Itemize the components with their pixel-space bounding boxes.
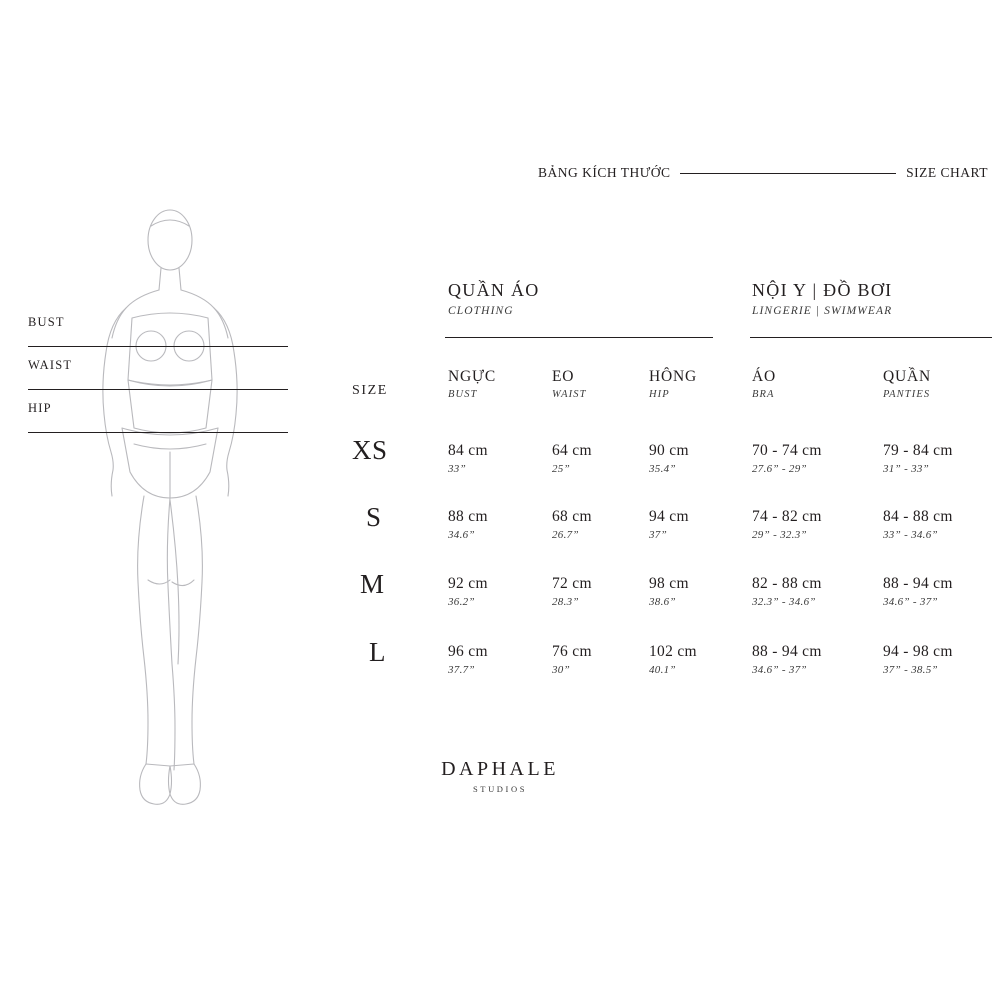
- brand-name: DAPHALE: [441, 758, 559, 780]
- header-title-vi: BẢNG KÍCH THƯỚC: [538, 165, 671, 180]
- group-heading-lingerie: [752, 280, 892, 317]
- cell-xs-panties-cm: 79 - 84 cm: [883, 442, 953, 459]
- cell-s-bra: [752, 508, 822, 541]
- measure-label-hip: HIP: [28, 401, 52, 415]
- cell-l-waist-in: 30”: [552, 664, 571, 676]
- cell-l-bra-cm: 88 - 94 cm: [752, 643, 822, 660]
- cell-l-bra-in: 34.6” - 37”: [752, 664, 807, 676]
- cell-l-bust: [448, 643, 488, 676]
- column-heading-bra-en: BRA: [752, 389, 775, 400]
- measure-line-waist: [28, 389, 288, 390]
- mannequin-figure: [20, 200, 320, 820]
- cell-xs-bust-cm: 84 cm: [448, 442, 488, 459]
- cell-s-bust-in: 34.6”: [448, 529, 475, 541]
- group-rule-lingerie: [750, 337, 992, 338]
- group-heading-clothing: [448, 280, 540, 317]
- column-heading-waist: [552, 368, 587, 400]
- cell-m-waist-in: 28.3”: [552, 596, 579, 608]
- cell-s-hip: [649, 508, 689, 541]
- row-size-xs: XS: [352, 435, 388, 465]
- cell-s-hip-cm: 94 cm: [649, 508, 689, 525]
- cell-l-panties-in: 37” - 38.5”: [883, 664, 938, 676]
- cell-l-panties: [883, 643, 953, 676]
- brand-logo: [0, 758, 1000, 794]
- group-rule-clothing: [445, 337, 713, 338]
- column-heading-hip-en: HIP: [649, 389, 670, 400]
- cell-xs-bra-in: 27.6” - 29”: [752, 463, 807, 475]
- group-heading-lingerie-en: LINGERIE | SWIMWEAR: [752, 305, 893, 317]
- column-heading-panties-en: PANTIES: [883, 389, 931, 400]
- cell-s-panties-in: 33” - 34.6”: [883, 529, 938, 541]
- cell-s-hip-in: 37”: [649, 529, 668, 541]
- header-title-en: SIZE CHART: [906, 165, 988, 180]
- column-heading-bra-vi: ÁO: [752, 368, 776, 385]
- cell-l-bra: [752, 643, 822, 676]
- column-heading-panties: [883, 368, 931, 400]
- cell-m-bust-cm: 92 cm: [448, 575, 488, 592]
- chart-header: [538, 165, 988, 181]
- measure-label-bust: BUST: [28, 315, 65, 329]
- cell-m-waist-cm: 72 cm: [552, 575, 592, 592]
- cell-l-waist-cm: 76 cm: [552, 643, 592, 660]
- cell-xs-panties-in: 31” - 33”: [883, 463, 930, 475]
- cell-m-panties: [883, 575, 953, 608]
- cell-m-bra-cm: 82 - 88 cm: [752, 575, 822, 592]
- group-heading-lingerie-vi: NỘI Y | ĐỒ BƠI: [752, 280, 893, 300]
- column-heading-size: SIZE: [352, 383, 388, 398]
- cell-s-bust-cm: 88 cm: [448, 508, 488, 525]
- cell-s-waist-in: 26.7”: [552, 529, 579, 541]
- cell-m-bra-in: 32.3” - 34.6”: [752, 596, 816, 608]
- cell-xs-waist: [552, 442, 592, 475]
- cell-s-panties: [883, 508, 953, 541]
- cell-xs-bust-in: 33”: [448, 463, 467, 475]
- column-heading-hip-vi: HÔNG: [649, 368, 697, 385]
- cell-m-hip: [649, 575, 689, 608]
- cell-m-bra: [752, 575, 822, 608]
- cell-xs-waist-in: 25”: [552, 463, 571, 475]
- cell-s-waist-cm: 68 cm: [552, 508, 592, 525]
- cell-xs-panties: [883, 442, 953, 475]
- measure-line-hip: [28, 432, 288, 433]
- cell-m-bust: [448, 575, 488, 608]
- measure-line-bust: [28, 346, 288, 347]
- cell-s-bra-in: 29” - 32.3”: [752, 529, 807, 541]
- brand-subtitle: STUDIOS: [472, 784, 528, 794]
- group-heading-clothing-en: CLOTHING: [448, 305, 514, 317]
- cell-l-hip-in: 40.1”: [649, 664, 676, 676]
- group-heading-clothing-vi: QUẦN ÁO: [448, 280, 540, 300]
- cell-m-hip-cm: 98 cm: [649, 575, 689, 592]
- cell-xs-bra-cm: 70 - 74 cm: [752, 442, 822, 459]
- cell-l-bust-in: 37.7”: [448, 664, 475, 676]
- cell-l-bust-cm: 96 cm: [448, 643, 488, 660]
- header-divider: [680, 173, 896, 174]
- cell-l-hip-cm: 102 cm: [649, 643, 697, 660]
- cell-xs-bra: [752, 442, 822, 475]
- cell-s-waist: [552, 508, 592, 541]
- column-heading-hip: [649, 368, 697, 400]
- cell-l-waist: [552, 643, 592, 676]
- row-size-m: M: [360, 569, 385, 599]
- cell-xs-bust: [448, 442, 488, 475]
- cell-xs-hip-cm: 90 cm: [649, 442, 689, 459]
- cell-m-panties-cm: 88 - 94 cm: [883, 575, 953, 592]
- cell-m-bust-in: 36.2”: [448, 596, 475, 608]
- row-size-l: L: [369, 637, 386, 667]
- cell-m-panties-in: 34.6” - 37”: [883, 596, 938, 608]
- column-heading-bra: [752, 368, 776, 400]
- column-heading-waist-vi: EO: [552, 368, 575, 385]
- mannequin-illustration: [20, 200, 320, 820]
- cell-xs-waist-cm: 64 cm: [552, 442, 592, 459]
- cell-m-waist: [552, 575, 592, 608]
- cell-s-panties-cm: 84 - 88 cm: [883, 508, 953, 525]
- cell-l-panties-cm: 94 - 98 cm: [883, 643, 953, 660]
- cell-l-hip: [649, 643, 697, 676]
- column-heading-bust-en: BUST: [448, 389, 478, 400]
- cell-m-hip-in: 38.6”: [649, 596, 676, 608]
- column-heading-panties-vi: QUẦN: [883, 368, 931, 385]
- column-heading-waist-en: WAIST: [552, 389, 587, 400]
- row-size-s: S: [366, 502, 382, 532]
- column-heading-bust-vi: NGỰC: [448, 368, 496, 385]
- cell-xs-hip: [649, 442, 689, 475]
- column-heading-bust: [448, 368, 496, 400]
- cell-s-bust: [448, 508, 488, 541]
- cell-xs-hip-in: 35.4”: [649, 463, 676, 475]
- measure-label-waist: WAIST: [28, 358, 73, 372]
- cell-s-bra-cm: 74 - 82 cm: [752, 508, 822, 525]
